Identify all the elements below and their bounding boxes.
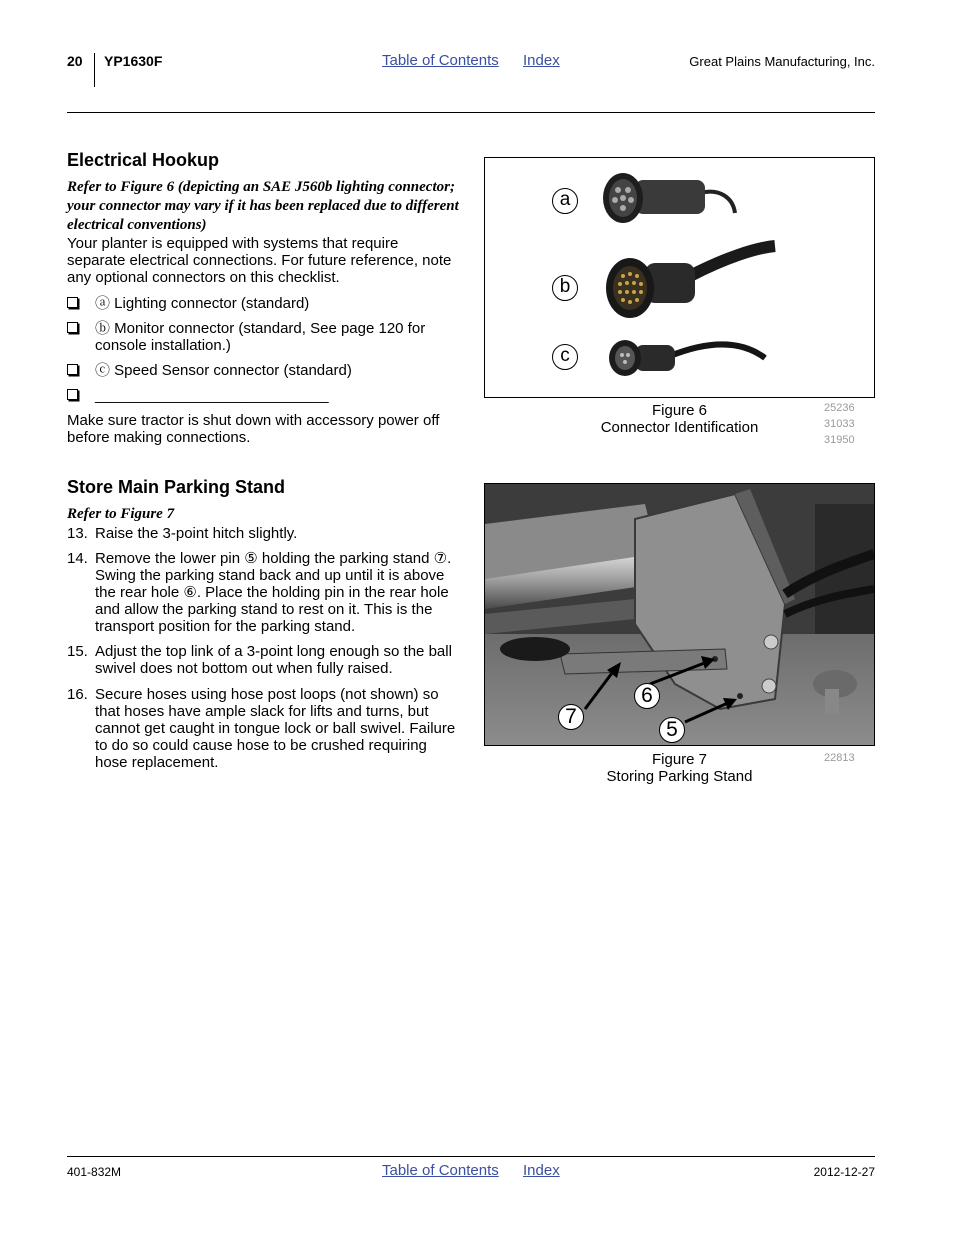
lighting-connector-photo: [603, 173, 735, 223]
doc-number: 401-832M: [67, 1165, 122, 1179]
checklist-label: ⓐ Lighting connector (standard): [95, 295, 310, 312]
step-number: 15.: [67, 643, 88, 660]
electrical-heading: Electrical Hookup: [67, 150, 220, 170]
figure7-caption-subtitle: Storing Parking Stand: [606, 768, 753, 785]
figure7-image: [485, 484, 874, 745]
figure6-id: 31033: [824, 418, 855, 430]
company-name: Great Plains Manufacturing, Inc.: [689, 54, 875, 69]
electrical-note: Make sure tractor is shut down with accessory power off before making connections.: [67, 412, 440, 446]
header-rule: [67, 112, 875, 113]
callout-c: c: [552, 344, 578, 370]
step-text: Adjust the top link of a 3-point long enough so the ball swivel does not bottom out when fully raised.: [95, 643, 452, 677]
step-text: Remove the lower pin ⑤ holding the parking stand ⑦. Swing the parking stand back and up until it is above the rear hole ⑥. Place the holding pin in the rear hole and allow the parking stand to rest on it. This is the transport position for the parking stand.: [95, 550, 452, 635]
figure6-image: [485, 158, 874, 397]
step-number: 13.: [67, 525, 88, 542]
step-number: 14.: [67, 550, 88, 567]
checkbox[interactable]: [67, 364, 78, 375]
model-name: YP1630F: [104, 53, 163, 69]
parking-heading: Store Main Parking Stand: [67, 477, 286, 497]
callout-7: 7: [558, 704, 584, 730]
figure7-frame: [484, 483, 875, 746]
checklist-label: ⓑ Monitor connector (standard, See page 120 for console installation.): [95, 320, 426, 354]
figure6-id: 25236: [824, 402, 855, 414]
footer-index-link[interactable]: Index: [523, 1162, 560, 1179]
figure7-id: 22813: [824, 752, 855, 764]
checklist-blank-line: ____________________________: [95, 387, 329, 404]
callout-a: a: [552, 188, 578, 214]
step-number: 16.: [67, 686, 88, 703]
figure6-frame: [484, 157, 875, 398]
figure6-caption-title: Figure 6: [651, 402, 708, 419]
footer-date: 2012-12-27: [813, 1165, 875, 1179]
figure7-caption-title: Figure 7: [651, 751, 708, 768]
step-text: Secure hoses using hose post loops (not shown) so that hoses have ample slack for lifts and turns, but cannot get caught in tongue lock or ball swivel. Failure to do so could cause hose to be crushed requiring hose replacement.: [95, 686, 456, 771]
checklist-item: [67, 295, 457, 312]
checklist-label: ⓒ Speed Sensor connector (standard): [95, 362, 352, 379]
footer: [0, 1150, 954, 1190]
checkbox[interactable]: [67, 389, 78, 400]
footer-rule: [67, 1156, 875, 1157]
electrical-body: Your planter is equipped with systems that require separate electrical connections. For future reference, note any optional connectors on this checklist.: [67, 235, 452, 286]
header-divider-vertical: [94, 53, 95, 87]
header: [0, 0, 954, 115]
speed-sensor-connector-photo: [609, 340, 765, 376]
checkbox[interactable]: [67, 322, 78, 333]
callout-6: 6: [634, 683, 660, 709]
callout-b: b: [552, 275, 578, 301]
index-link[interactable]: Index: [523, 52, 560, 69]
checkbox[interactable]: [67, 297, 78, 308]
parking-intro: Refer to Figure 7: [67, 506, 175, 522]
figure6-id: 31950: [824, 434, 855, 446]
step-text: Raise the 3-point hitch slightly.: [95, 525, 298, 542]
page-number: 20: [67, 53, 83, 69]
figure6-caption-subtitle: Connector Identification: [600, 419, 759, 436]
checklist-item: [67, 362, 457, 379]
electrical-intro: Refer to Figure 6 (depicting an SAE J560b lighting connector; your connector may vary if it has been replaced due to different electrical conventions): [67, 179, 459, 233]
footer-toc-link[interactable]: Table of Contents: [382, 1162, 499, 1179]
callout-5: 5: [659, 717, 685, 743]
checklist-item: [67, 387, 457, 404]
checklist-item: [67, 320, 457, 354]
toc-link[interactable]: Table of Contents: [382, 52, 499, 69]
monitor-connector-photo: [606, 246, 775, 318]
